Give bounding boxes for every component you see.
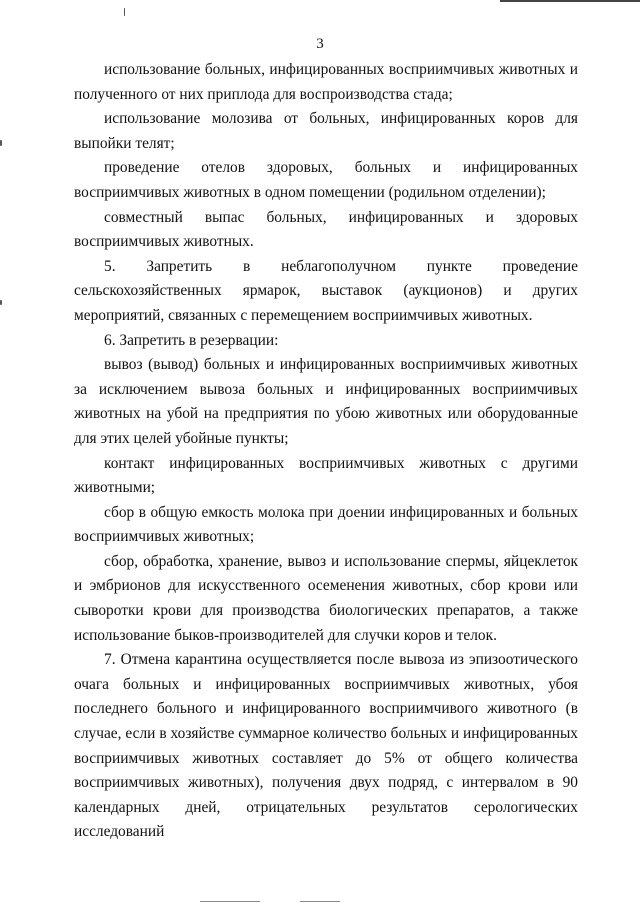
bottom-edge-rule: [200, 901, 260, 902]
paragraph-10: сбор, обработка, хранение, вывоз и использование спермы, яйцеклеток и эмбрионов для искусственного осеменения животных, сбор крови или сыворотки крови для производства биологических препаратов, а также использование быков-производителей для случки коров и телок.: [74, 552, 578, 644]
scan-speck: [0, 300, 2, 305]
paragraph-7: вывоз (вывод) больных и инфицированных восприимчивых животных за исключением вывоза больных и инфицированных восприимчивых животных на убой на предприятия по убою животных или оборудованные для этих целей убойные пункты;: [74, 356, 578, 447]
scan-speck: [124, 8, 125, 16]
document-body: [74, 58, 578, 845]
bottom-edge-rule: [300, 901, 340, 902]
paragraph-5: 5. Запретить в неблагополучном пункте проведение сельскохозяйственных ярмарок, выставок (аукционов) и других мероприятий, связанных с перемещением восприимчивых животных.: [74, 257, 578, 324]
paragraph-9: сбор в общую емкость молока при доении инфицированных и больных восприимчивых животных;: [74, 503, 578, 546]
paragraph-8: контакт инфицированных восприимчивых животных с другими животными;: [74, 454, 578, 497]
paragraph-1: использование больных, инфицированных восприимчивых животных и полученного от них приплода для воспроизводства стада;: [74, 61, 578, 103]
paragraph-11: 7. Отмена карантина осуществляется после вывоза из эпизоотического очага больных и инфицированных восприимчивых животных, убоя последнего больного и инфицированного восприимчивого животного (в случае, если в хозяйстве суммарное количество больных и инфицированных восприимчивых животных составляет до 5% от общего количества восприимчивых животных), получения двух подряд, с интервалом в 90 календарных дней, отрицательных результатов серологических исследований: [74, 651, 578, 841]
paragraph-2: использование молозива от больных, инфицированных коров для выпойки телят;: [74, 110, 578, 152]
scan-speck: [0, 140, 2, 146]
top-edge-rule: [500, 0, 640, 2]
paragraph-3: проведение отелов здоровых, больных и инфицированных восприимчивых животных в одном помещении (родильном отделении);: [74, 159, 578, 201]
paragraph-4: совместный выпас больных, инфицированных и здоровых восприимчивых животных.: [74, 208, 578, 251]
paragraph-6: 6. Запретить в резервации:: [104, 331, 279, 349]
page-number: 3: [316, 36, 324, 52]
